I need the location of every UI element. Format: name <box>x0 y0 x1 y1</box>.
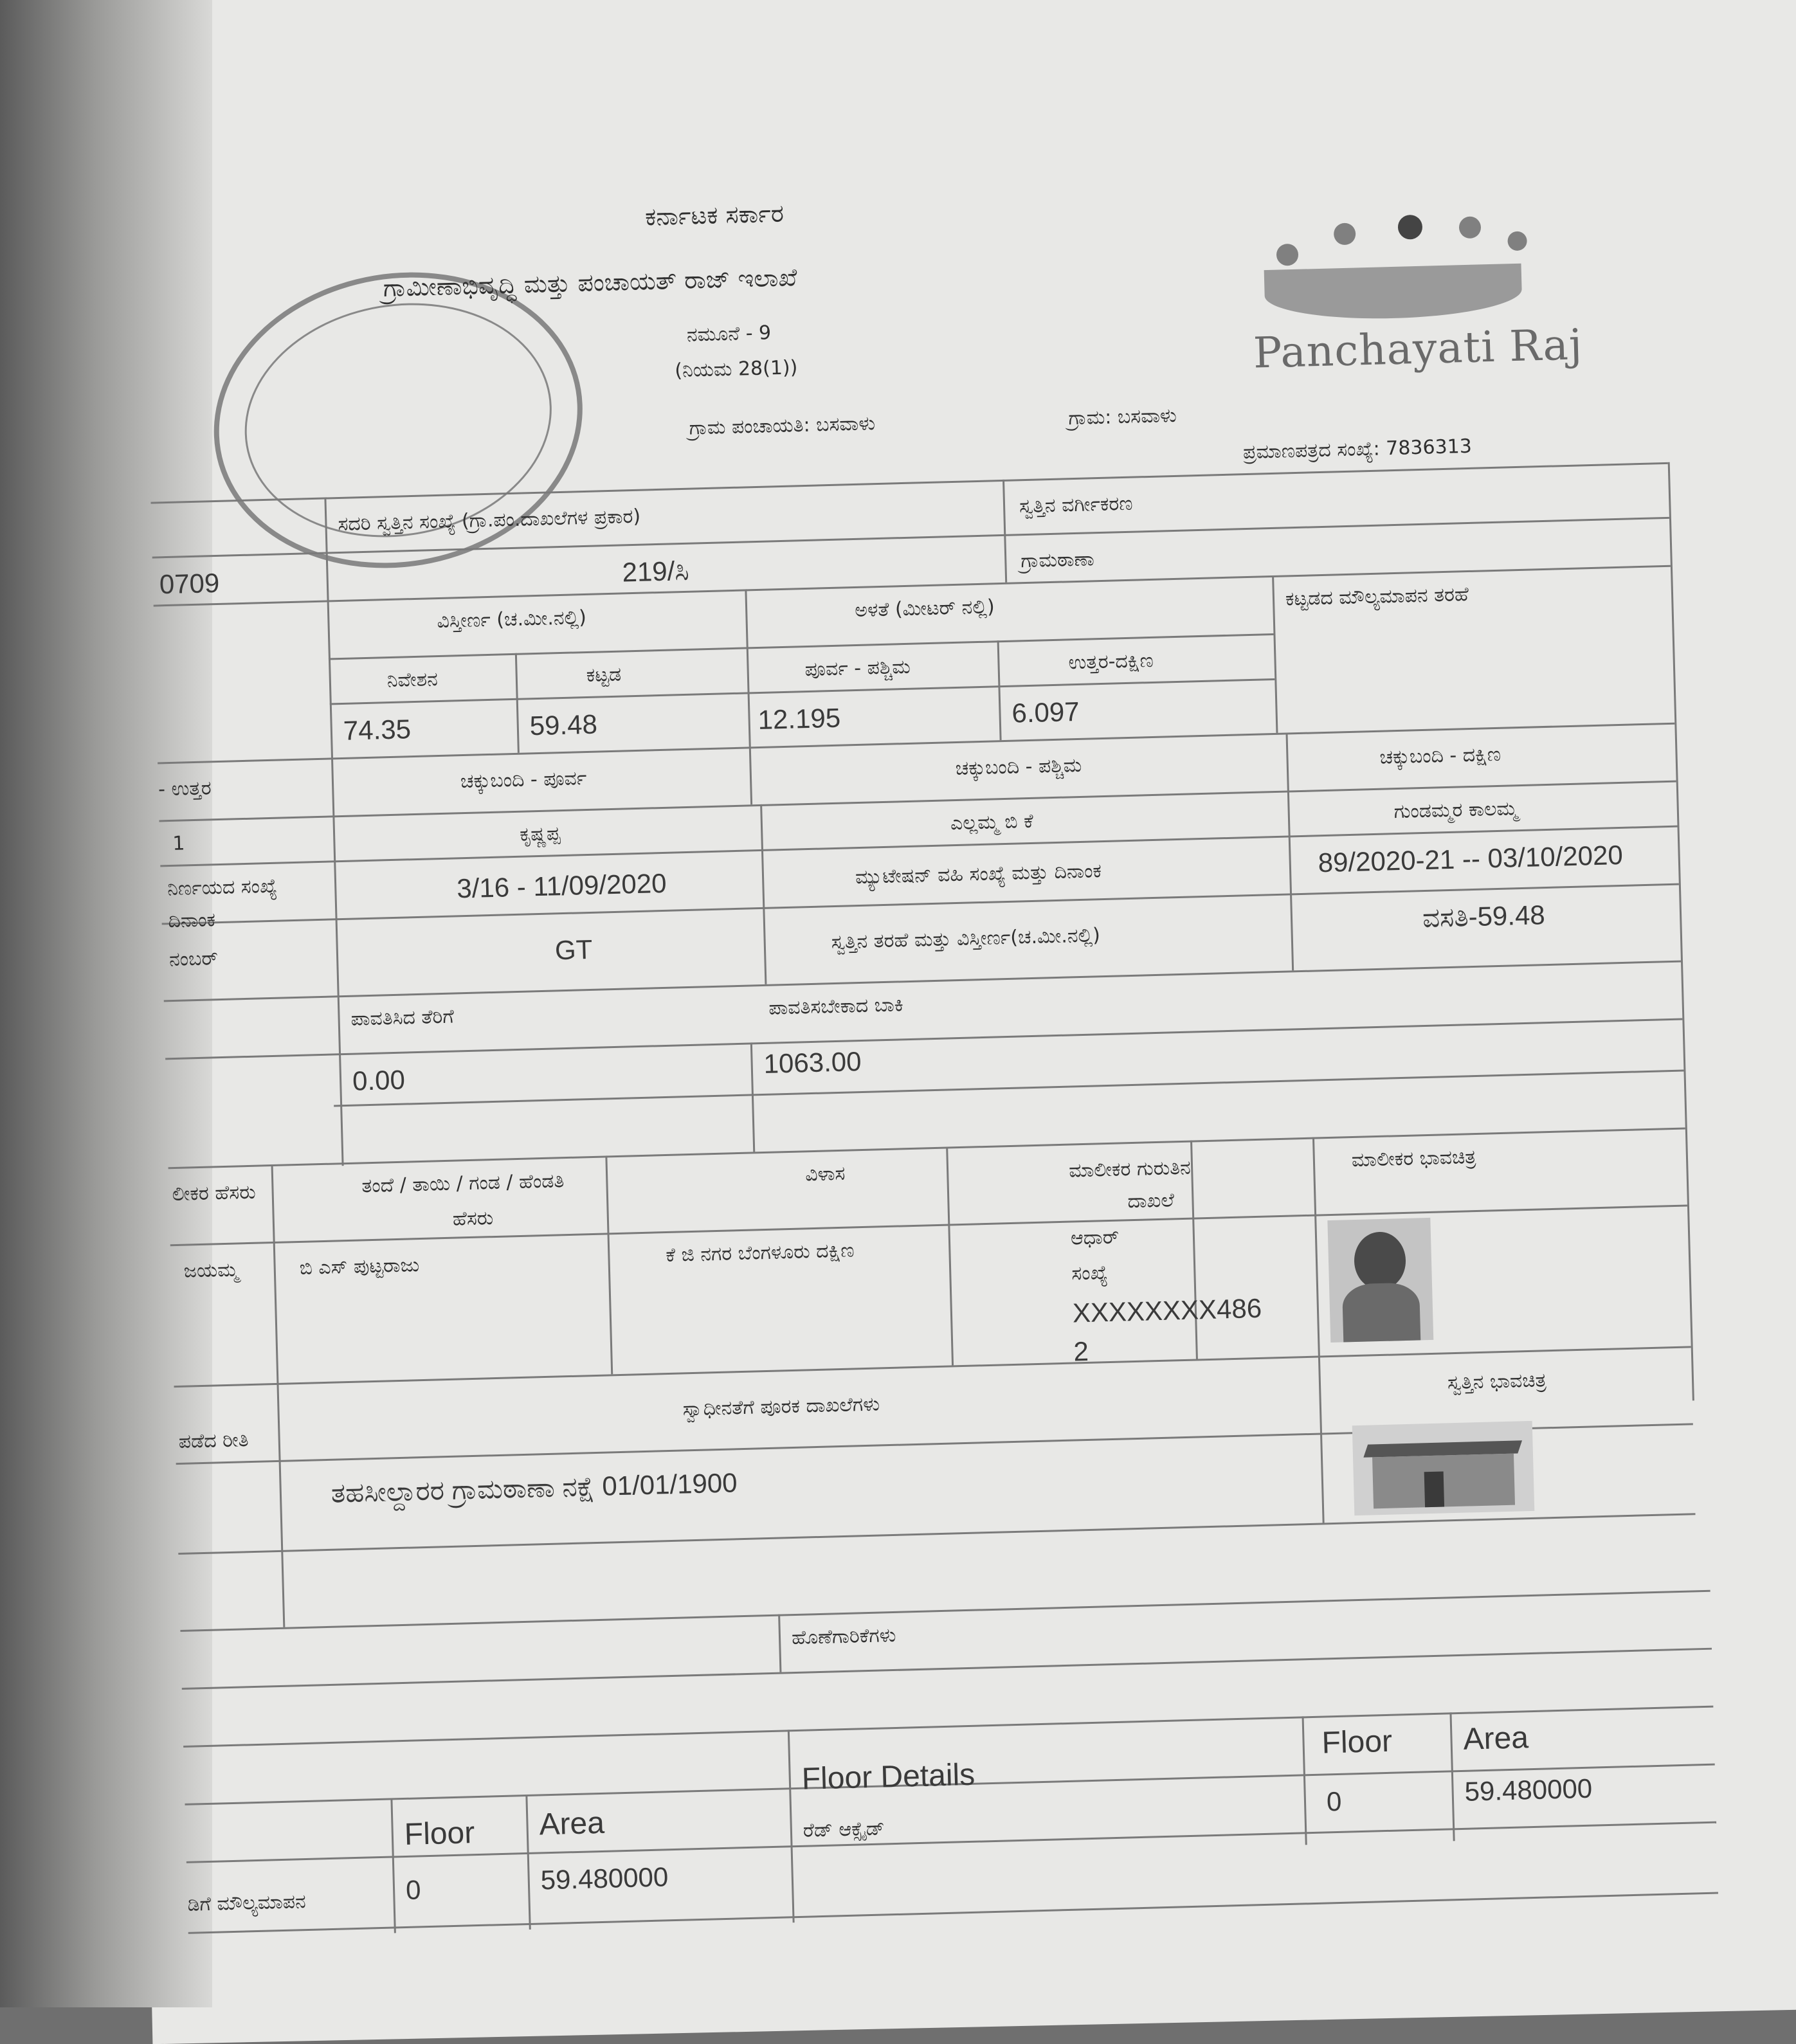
right-floor-header: Floor <box>1321 1724 1393 1760</box>
property-photo <box>1352 1421 1535 1515</box>
acquisition-label: ಪಡೆದ ರೀತಿ <box>178 1429 249 1453</box>
id-type-2: ಸಂಖ್ಯೆ <box>1071 1262 1109 1285</box>
west-boundary-label: ಚಕ್ಕುಬಂದಿ - ಪಶ್ಚಿಮ <box>955 754 1082 781</box>
number-label: ನಂಬರ್ <box>168 947 219 972</box>
property-type-value: ವಸತಿ-59.48 <box>1422 900 1546 934</box>
east-west-label: ಪೂರ್ವ - ಪಶ್ಚಿಮ <box>804 655 911 682</box>
length-label: ಅಳತೆ (ಮೀಟರ್ ನಲ್ಲಿ) <box>854 595 995 622</box>
south-boundary-label: ಚಕ್ಕುಬಂದಿ - ದಕ್ಷಿಣ <box>1379 743 1501 769</box>
valuation-label: ಡಿಗೆ ಮೌಲ್ಯಮಾಪನ <box>187 1890 307 1916</box>
left-area-value: 59.480000 <box>540 1861 669 1895</box>
id-type-1: ಆಧಾರ್ <box>1070 1225 1120 1250</box>
valuation-type-label: ಕಟ್ಟಡದ ಮೌಲ್ಯಮಾಪನ ತರಹೆ <box>1285 583 1469 611</box>
id-number-2: 2 <box>1073 1335 1089 1367</box>
certificate-number: ಪ್ರಮಾಣಪತ್ರದ ಸಂಖ್ಯೆ: 7836313 <box>1242 435 1473 464</box>
address-label: ವಿಳಾಸ <box>804 1162 846 1186</box>
address-value: ಕೆ ಜಿ ನಗರ ಬೆಂಗಳೂರು ದಕ್ಷಿಣ <box>665 1239 855 1267</box>
owner-name-label: ಲೀಕರ ಹೆಸರು <box>172 1180 257 1206</box>
left-floor-header: Floor <box>404 1816 475 1852</box>
rule-number: (ನಿಯಮ 28(1)) <box>674 356 798 383</box>
property-class-value: ಗ್ರಾಮಠಾಣಾ <box>1020 548 1095 573</box>
site-area-value: 74.35 <box>343 714 412 746</box>
right-area-value: 59.480000 <box>1464 1773 1593 1807</box>
form-9-certificate <box>39 104 1784 1980</box>
left-code: 0709 <box>159 567 220 600</box>
liabilities-label: ಹೊಣೆಗಾರಿಕೆಗಳು <box>791 1623 896 1650</box>
east-boundary-label: ಚಕ್ಕುಬಂದಿ - ಪೂರ್ವ <box>460 767 587 793</box>
west-boundary-value: ಎಲ್ಲಮ್ಮ ಬಿ ಕೆ <box>950 809 1034 835</box>
relation-label-1: ತಂದೆ / ತಾಯಿ / ಗಂಡ / ಹೆಂಡತಿ <box>361 1170 565 1198</box>
site-label: ನಿವೇಶನ <box>386 668 439 692</box>
relation-value: ಬಿ ಎಸ್ ಪುಟ್ಟರಾಜು <box>299 1254 420 1280</box>
supporting-docs-value: ತಹಸೀಲ್ದಾರರ ಗ್ರಾಮಠಾಣಾ ನಕ್ಷೆ 01/01/1900 <box>331 1467 738 1508</box>
north-boundary-value: 1 <box>172 832 185 855</box>
property-class-label: ಸ್ವತ್ತಿನ ವರ್ಗೀಕರಣ <box>1019 492 1133 518</box>
resolution-value: 3/16 - 11/09/2020 <box>456 867 667 904</box>
dept-title: ಗ್ರಾಮೀಣಾಭಿವೃದ್ಧಿ ಮತ್ತು ಪಂಚಾಯತ್ ರಾಜ್ ಇಲಾಖೆ <box>383 263 798 303</box>
extent-label: ವಿಸ್ತೀರ್ಣ (ಚ.ಮೀ.ನಲ್ಲಿ) <box>437 606 587 633</box>
supporting-docs-label: ಸ್ವಾಧೀನತೆಗೆ ಪೂರಕ ದಾಖಲೆಗಳು <box>682 1393 880 1421</box>
building-area-value: 59.48 <box>529 709 598 741</box>
east-boundary-value: ಕೃಷ್ಣಪ್ಪ <box>519 822 561 846</box>
property-photo-label: ಸ್ವತ್ತಿನ ಭಾವಚಿತ್ರ <box>1447 1369 1547 1395</box>
property-id-label: ಸದರಿ ಸ್ವತ್ತಿನ ಸಂಖ್ಯೆ (ಗ್ರಾ.ಪಂ.ದಾಖಲೆಗಳ ಪ್ರಕಾರ) <box>338 505 641 536</box>
owner-id-label-2: ದಾಖಲೆ <box>1127 1189 1175 1213</box>
gram-panchayat: ಗ್ರಾಮ ಪಂಚಾಯತಿ: ಬಸವಾಳು <box>689 412 876 440</box>
resolution-date-label: ದಿನಾಂಕ <box>168 909 216 933</box>
resolution-number-label: ನಿರ್ಣಯದ ಸಂಖ್ಯೆ <box>167 874 278 901</box>
mutation-value: 89/2020-21 -- 03/10/2020 <box>1318 839 1624 878</box>
form-number: ನಮೂನೆ - 9 <box>686 321 772 347</box>
type-value: GT <box>554 934 593 966</box>
north-south-value: 6.097 <box>1011 696 1080 728</box>
owner-id-label-1: ಮಾಲೀಕರ ಗುರುತಿನ <box>1068 1156 1192 1182</box>
mutation-label: ಮ್ಯುಟೇಷನ್ ವಹಿ ಸಂಖ್ಯೆ ಮತ್ತು ದಿನಾಂಕ <box>855 860 1102 889</box>
floor-detail-value: ರೆಡ್ ಆಕ್ಸೈಡ್ <box>803 1817 885 1842</box>
south-boundary-value: ಗುಂಡಮ್ಮರ ಕಾಲಮ್ಮ <box>1393 797 1518 824</box>
north-south-label: ಉತ್ತರ-ದಕ್ಷಿಣ <box>1068 649 1154 674</box>
owner-photo-label: ಮಾಲೀಕರ ಭಾವಚಿತ್ರ <box>1351 1146 1476 1172</box>
relation-label-2: ಹೆಸರು <box>452 1207 494 1231</box>
tax-due-value: 1063.00 <box>763 1046 862 1079</box>
tax-paid-label: ಪಾವತಿಸಿದ ತೆರಿಗೆ <box>350 1005 455 1031</box>
logo-text: Panchayati Raj <box>1252 320 1584 378</box>
panchayati-raj-logo <box>1237 199 1584 378</box>
village-name: ಗ್ರಾಮ: ಬಸವಾಳು <box>1068 404 1177 430</box>
id-number-1: XXXXXXXX486 <box>1072 1292 1262 1328</box>
right-area-header: Area <box>1462 1721 1529 1757</box>
east-west-value: 12.195 <box>757 702 841 736</box>
govt-title: ಕರ್ನಾಟಕ ಸರ್ಕಾರ <box>644 199 785 231</box>
tax-due-label: ಪಾವತಿಸಬೇಕಾದ ಬಾಕಿ <box>768 993 904 1020</box>
owner-name-value: ಜಯಮ್ಮ <box>183 1258 239 1283</box>
building-label: ಕಟ್ಟಡ <box>586 663 622 687</box>
property-type-label: ಸ್ವತ್ತಿನ ತರಹೆ ಮತ್ತು ವಿಸ್ತೀರ್ಣ(ಚ.ಮೀ.ನಲ್ಲಿ) <box>831 924 1101 954</box>
property-id-value: 219/ಸಿ <box>621 555 690 588</box>
tax-paid-value: 0.00 <box>352 1064 406 1096</box>
north-boundary-label: - ಉತ್ತರ <box>158 777 212 801</box>
owner-photo <box>1327 1218 1433 1343</box>
left-area-header: Area <box>538 1805 605 1842</box>
right-floor-value: 0 <box>1326 1786 1342 1817</box>
left-floor-value: 0 <box>405 1874 422 1905</box>
floor-details-label: Floor Details <box>801 1757 975 1796</box>
